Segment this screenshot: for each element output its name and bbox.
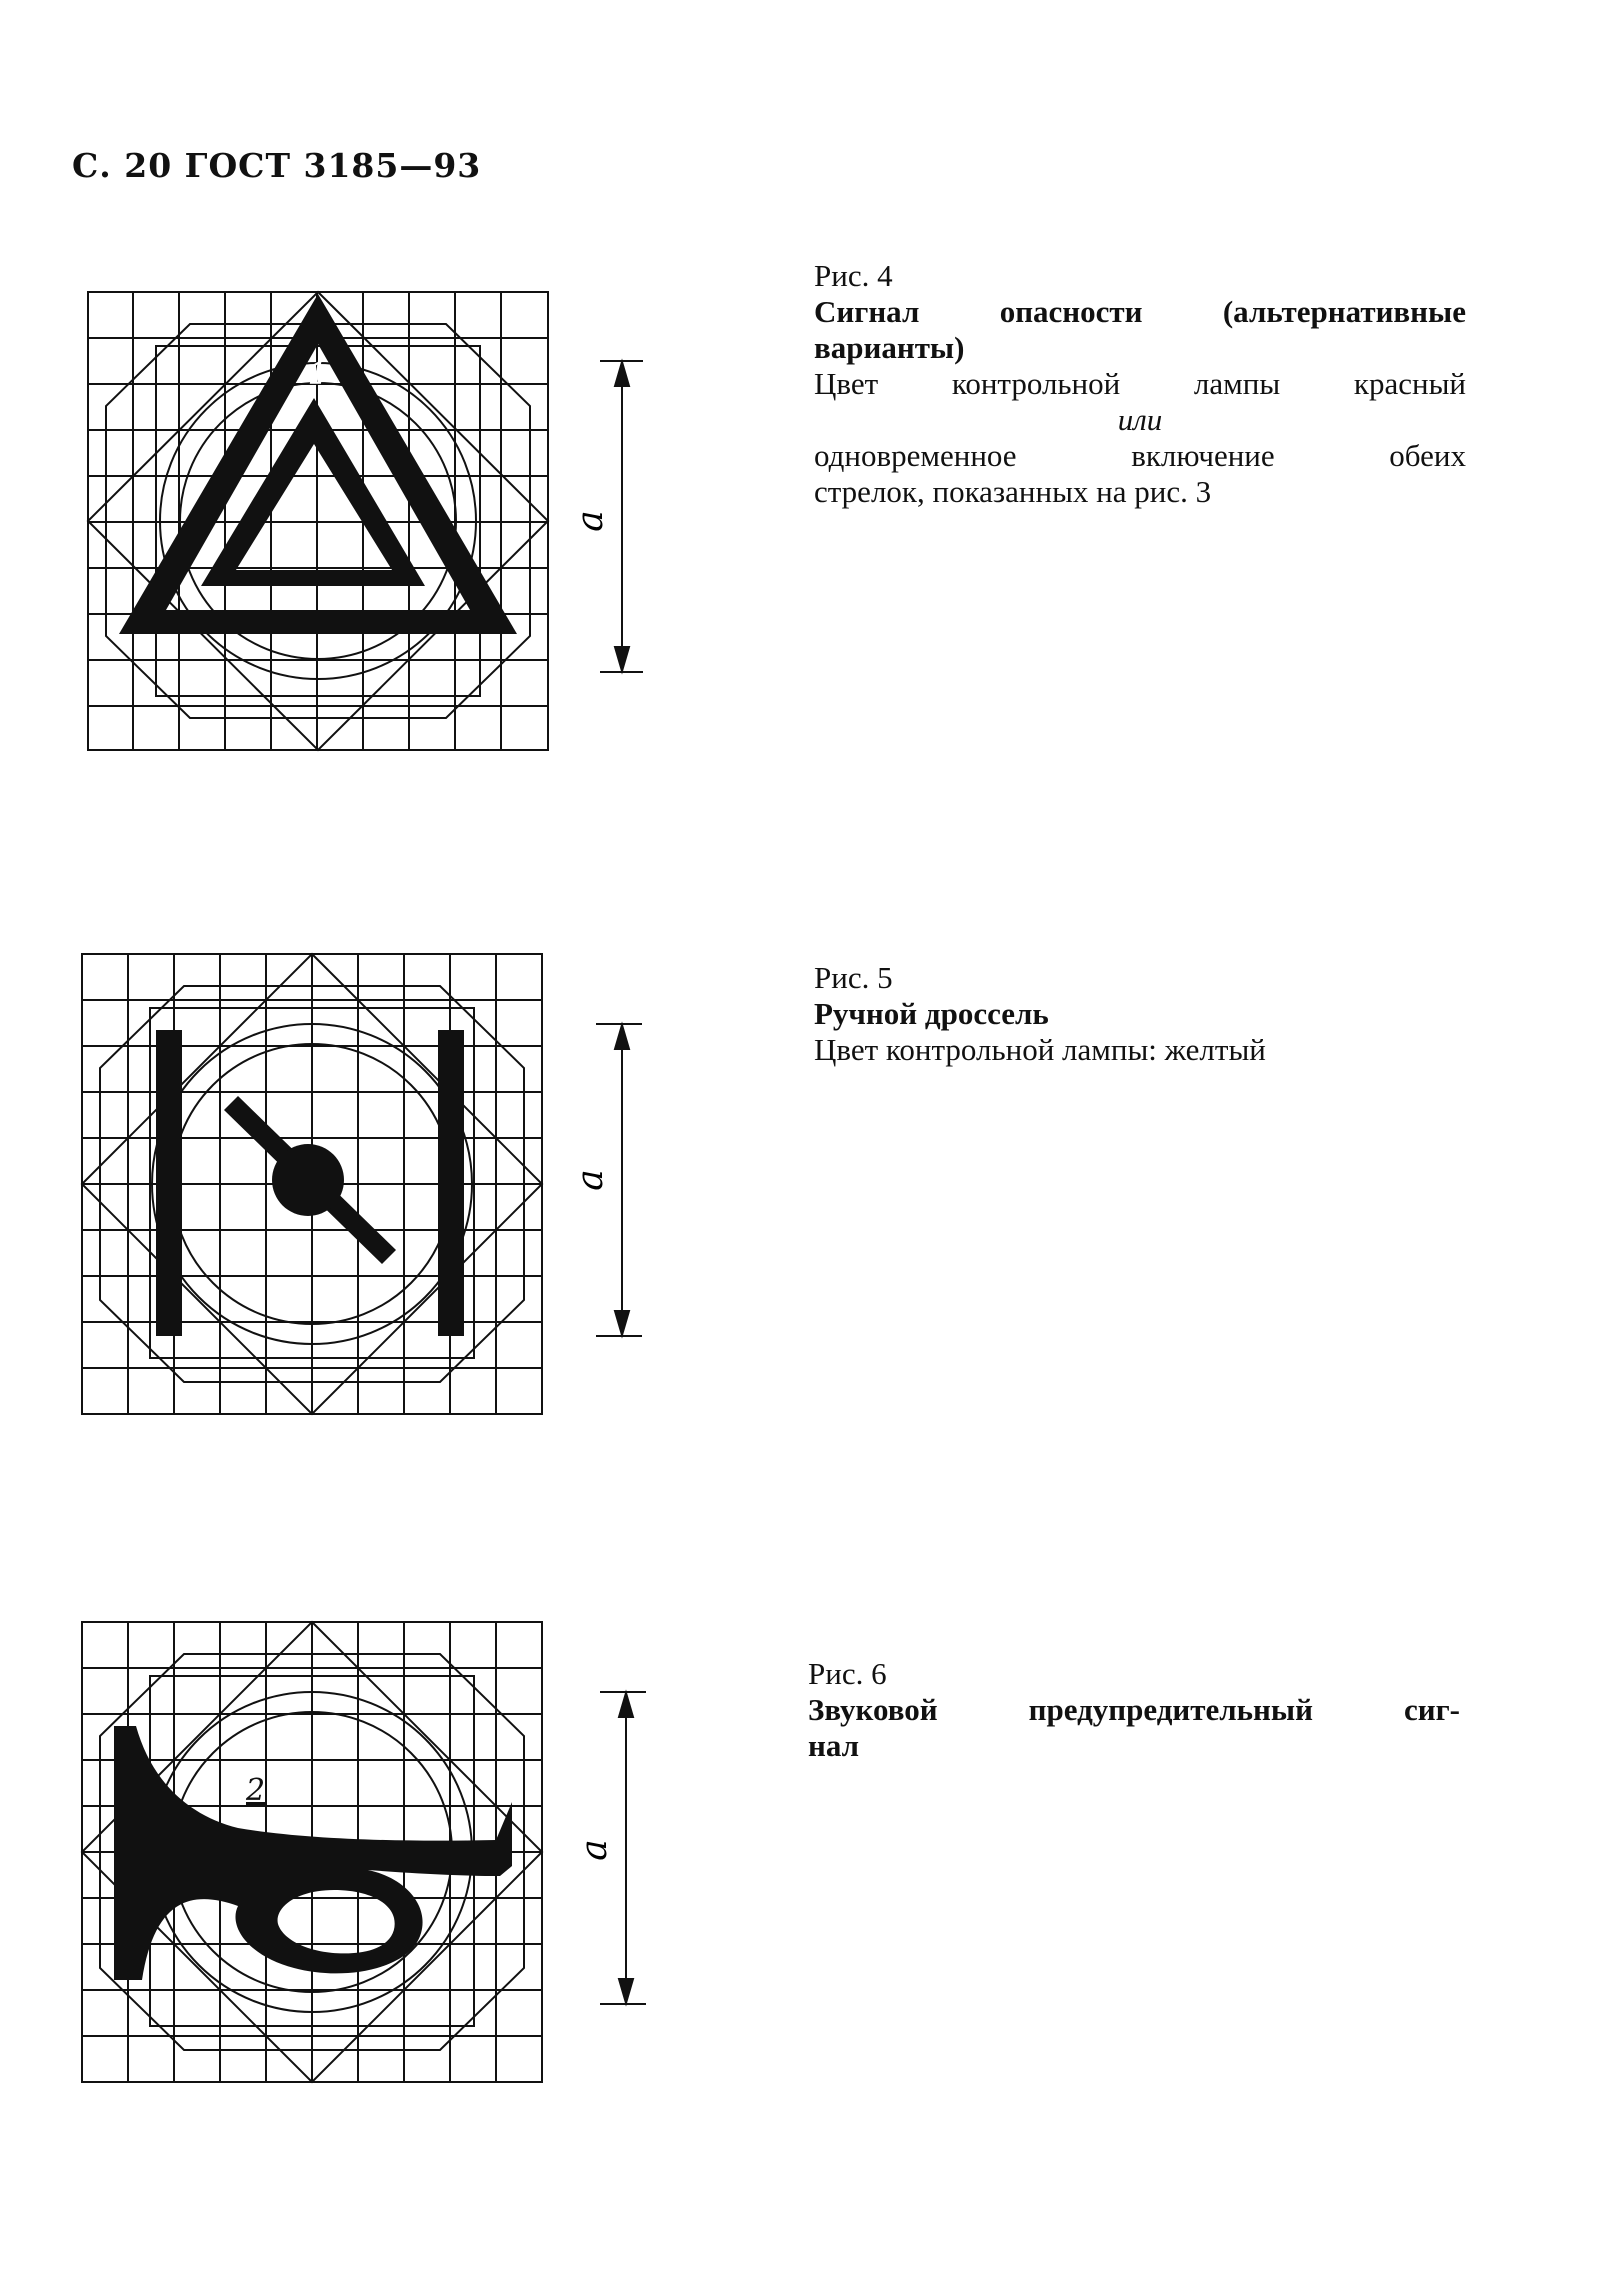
- figure-number: Рис. 5: [814, 960, 893, 995]
- dimension-a-label: a: [570, 510, 611, 532]
- figure-description: Цвет контрольной лампы красный: [814, 366, 1466, 401]
- figure-title: Звуковой предупредительный сиг-: [808, 1692, 1460, 1727]
- figure-description: одновременное включение обеих: [814, 438, 1466, 473]
- callout-1: 1: [308, 357, 328, 392]
- dimension-a-label: a: [570, 1169, 611, 1191]
- figure-title: Сигнал опасности (альтернативные: [814, 294, 1466, 329]
- figure-number: Рис. 6: [808, 1656, 887, 1691]
- figure-6-symbol: [78, 1618, 698, 2088]
- figure-5-caption: [814, 960, 1466, 1068]
- figure-title: Ручной дроссель: [814, 996, 1049, 1031]
- figure-5-symbol: [76, 950, 696, 1420]
- figure-4-caption: [814, 258, 1466, 510]
- figure-title: нал: [808, 1728, 860, 1763]
- figure-number: Рис. 4: [814, 258, 893, 293]
- figure-description: или: [1117, 402, 1163, 437]
- figure-description: стрелок, показанных на рис. 3: [814, 474, 1212, 509]
- figure-4-symbol: [80, 286, 700, 756]
- callout-2: 2: [246, 1773, 266, 1808]
- figure-6-caption: [808, 1656, 1460, 1764]
- figure-description: Цвет контрольной лампы: желтый: [814, 1032, 1266, 1067]
- page-header: С. 20 ГОСТ 3185—93: [72, 146, 482, 185]
- figure-title: варианты): [814, 330, 965, 365]
- dimension-a-label: a: [574, 1839, 615, 1861]
